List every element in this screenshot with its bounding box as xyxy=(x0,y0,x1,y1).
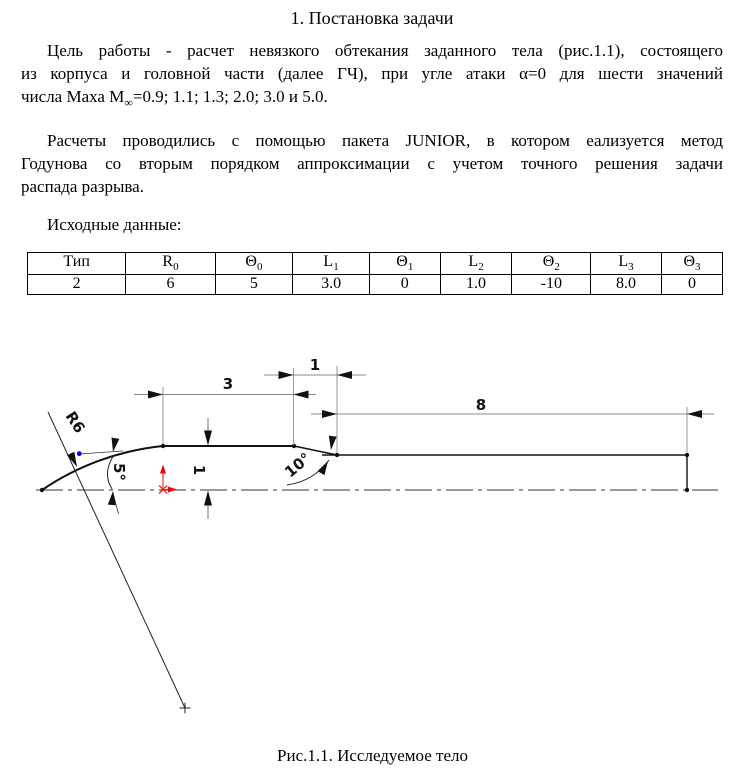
header-cell-r0: $R_0$ xyxy=(126,253,215,274)
header-cell-l3: $L_3$ xyxy=(591,253,662,274)
contour-node-dots xyxy=(40,443,689,491)
dim-label-5deg: 5° xyxy=(110,462,128,481)
value-cell-l1: 3.0 xyxy=(293,274,370,294)
body-contour xyxy=(42,446,687,490)
dimension-boattail-angle xyxy=(281,435,337,484)
paragraph-line: из корпуса и головной части (далее ГЧ), при угле атаки α=0 для шести значений xyxy=(21,64,723,83)
header-cell-theta1: $\Theta_1$ xyxy=(369,253,440,274)
value-cell-type: 2 xyxy=(28,274,126,294)
dim-label-3: 3 xyxy=(222,374,234,393)
paragraph-goal xyxy=(21,39,723,114)
dim-label-10deg: 10° xyxy=(281,448,315,481)
input-data-label: Исходные данные: xyxy=(47,215,182,235)
mach-values-text: =0.9; 1.1; 1.3; 2.0; 3.0 и 5.0. xyxy=(132,87,328,106)
header-cell-theta3: $\Theta_3$ xyxy=(661,253,722,274)
dim-label-8: 8 xyxy=(475,395,487,414)
dimension-body-radius xyxy=(190,418,212,519)
header-cell-type: Тип xyxy=(28,253,126,274)
paragraph-method xyxy=(21,129,723,198)
origin-x-arrow xyxy=(168,486,177,492)
dim-label-1: 1 xyxy=(309,355,321,374)
header-cell-theta0: $\Theta_0$ xyxy=(215,253,293,274)
paragraph-line xyxy=(21,85,723,114)
value-cell-theta0: 5 xyxy=(215,274,293,294)
dimension-aft-length xyxy=(311,396,714,418)
figure-caption: Рис.1.1. Исследуемое тело xyxy=(277,745,468,765)
body-drawing xyxy=(0,338,745,728)
dim-label-r6: R6 xyxy=(61,407,89,436)
mach-text-before: числа Маха M xyxy=(21,87,125,106)
extension-lines xyxy=(163,366,687,453)
dimension-cylinder-length xyxy=(134,375,316,399)
value-cell-theta2: -10 xyxy=(512,274,591,294)
header-cell-l2: $L_2$ xyxy=(440,253,512,274)
table-header-row xyxy=(28,253,723,274)
paragraph-line: Годунова со вторым порядком аппроксимации с учетом точного решения задачи xyxy=(21,154,723,174)
document-page xyxy=(0,0,745,295)
paragraph-line: распада разрыва. xyxy=(21,177,144,197)
value-cell-r0: 6 xyxy=(126,274,215,294)
header-cell-l1: $L_1$ xyxy=(293,253,370,274)
paragraph-line: Расчеты проводились с помощью пакета JUNIOR, в котором еализуется метод xyxy=(47,131,723,151)
table-value-row xyxy=(28,274,723,294)
dimension-nose-angle xyxy=(79,437,128,513)
value-cell-l2: 1.0 xyxy=(440,274,512,294)
dim-label-height-1: 1 xyxy=(190,464,208,475)
origin-marker xyxy=(159,464,177,493)
arc-center-cross xyxy=(180,702,191,713)
dimension-boattail-length xyxy=(264,356,366,379)
section-title: 1. Постановка задачи xyxy=(290,8,454,28)
value-cell-theta3: 0 xyxy=(661,274,722,294)
origin-y-arrow xyxy=(160,464,166,473)
value-cell-l3: 8.0 xyxy=(591,274,662,294)
paragraph-line: Цель работы - расчет невязкого обтекания заданного тела (рис.1.1), состоящего xyxy=(47,41,723,60)
mach-infinity-subscript: ∞ xyxy=(124,95,133,110)
value-cell-theta1: 0 xyxy=(369,274,440,294)
header-cell-theta2: $\Theta_2$ xyxy=(512,253,591,274)
input-data-table xyxy=(27,252,723,294)
tangent-point-dot xyxy=(77,451,82,456)
